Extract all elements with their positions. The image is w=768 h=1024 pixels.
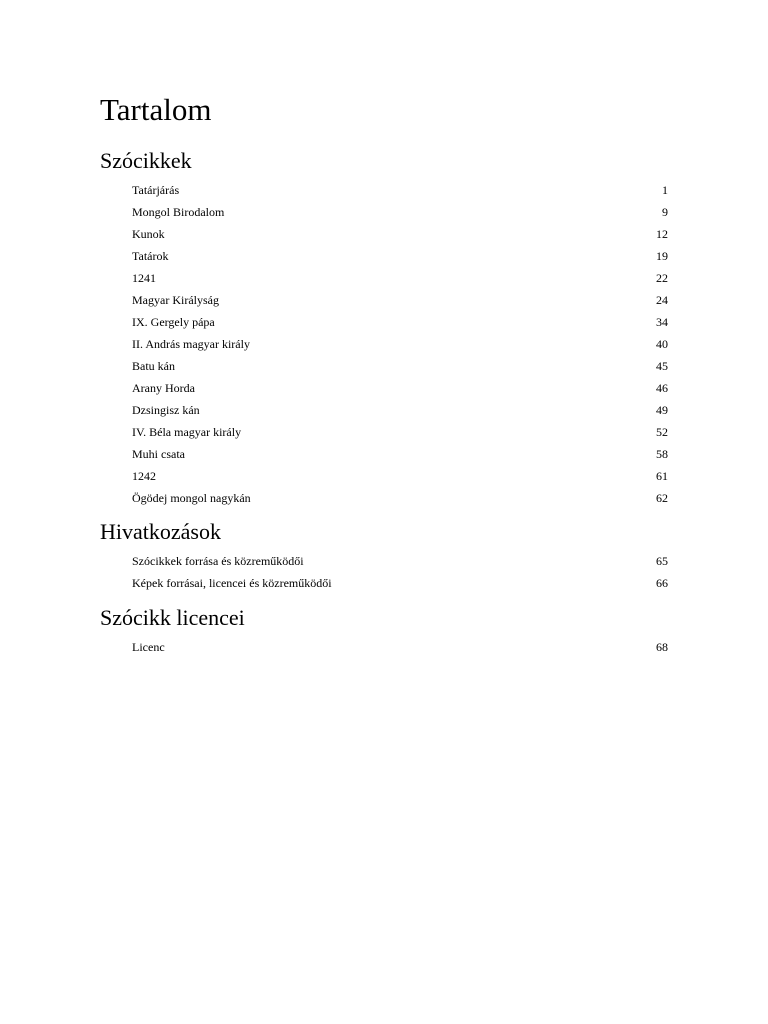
- toc-entry[interactable]: [132, 377, 668, 399]
- toc-entry[interactable]: [132, 245, 668, 267]
- toc-entry[interactable]: [132, 223, 668, 245]
- toc-entry-page: 52: [656, 425, 668, 439]
- toc-entry-label: II. András magyar király: [132, 337, 250, 351]
- toc-entry[interactable]: [132, 636, 668, 658]
- toc-list-hivatkozasok: [132, 550, 668, 594]
- toc-entry[interactable]: [132, 421, 668, 443]
- toc-entry[interactable]: [132, 399, 668, 421]
- section-heading-szocikkek: Szócikkek: [100, 148, 192, 173]
- toc-entry-page: 65: [656, 554, 668, 568]
- toc-entry-page: 24: [656, 293, 668, 307]
- toc-entry[interactable]: [132, 311, 668, 333]
- page-title: Tartalom: [100, 92, 212, 127]
- section-heading-hivatkozasok: Hivatkozások: [100, 519, 221, 544]
- toc-entry-label: IX. Gergely pápa: [132, 315, 215, 329]
- toc-list-szocikkek: [132, 179, 668, 509]
- toc-entry-page: 40: [656, 337, 668, 351]
- toc-entry-label: Szócikkek forrása és közreműködői: [132, 554, 304, 568]
- toc-list-szocikk-licencei: [132, 636, 668, 658]
- toc-entry-page: 9: [662, 205, 668, 219]
- toc-entry-label: Képek forrásai, licencei és közreműködői: [132, 576, 332, 590]
- toc-entry-page: 34: [656, 315, 668, 329]
- toc-entry[interactable]: [132, 267, 668, 289]
- toc-entry[interactable]: [132, 201, 668, 223]
- toc-entry-label: Kunok: [132, 227, 165, 241]
- toc-entry[interactable]: [132, 355, 668, 377]
- toc-entry-page: 66: [656, 576, 668, 590]
- toc-entry-page: 1: [662, 183, 668, 197]
- toc-entry-page: 46: [656, 381, 668, 395]
- toc-entry-page: 22: [656, 271, 668, 285]
- toc-entry-page: 68: [656, 640, 668, 654]
- toc-entry-label: Licenc: [132, 640, 165, 654]
- toc-entry[interactable]: [132, 289, 668, 311]
- toc-entry-label: Muhi csata: [132, 447, 185, 461]
- toc-entry-label: Magyar Királyság: [132, 293, 219, 307]
- toc-entry-label: Tatárok: [132, 249, 169, 263]
- toc-entry-page: 58: [656, 447, 668, 461]
- toc-entry-label: Batu kán: [132, 359, 175, 373]
- toc-entry-label: IV. Béla magyar király: [132, 425, 242, 439]
- toc-entry-label: Dzsingisz kán: [132, 403, 200, 417]
- toc-entry[interactable]: [132, 333, 668, 355]
- toc-entry-page: 62: [656, 491, 668, 505]
- toc-entry-label: 1242: [132, 469, 156, 483]
- toc-entry-label: Mongol Birodalom: [132, 205, 225, 219]
- toc-entry-page: 45: [656, 359, 668, 373]
- toc-entry-label: 1241: [132, 271, 156, 285]
- toc-entry[interactable]: [132, 550, 668, 572]
- toc-entry-label: Tatárjárás: [132, 183, 180, 197]
- toc-entry-page: 12: [656, 227, 668, 241]
- toc-entry-label: Ögödej mongol nagykán: [132, 491, 251, 505]
- toc-entry[interactable]: [132, 487, 668, 509]
- toc-entry-page: 61: [656, 469, 668, 483]
- section-heading-szocikk-licencei: Szócikk licencei: [100, 605, 245, 630]
- toc-entry-page: 49: [656, 403, 668, 417]
- toc-entry-label: Arany Horda: [132, 381, 195, 395]
- toc-entry[interactable]: [132, 179, 668, 201]
- toc-entry-page: 19: [656, 249, 668, 263]
- toc-entry[interactable]: [132, 443, 668, 465]
- toc-entry[interactable]: [132, 572, 668, 594]
- toc-entry[interactable]: [132, 465, 668, 487]
